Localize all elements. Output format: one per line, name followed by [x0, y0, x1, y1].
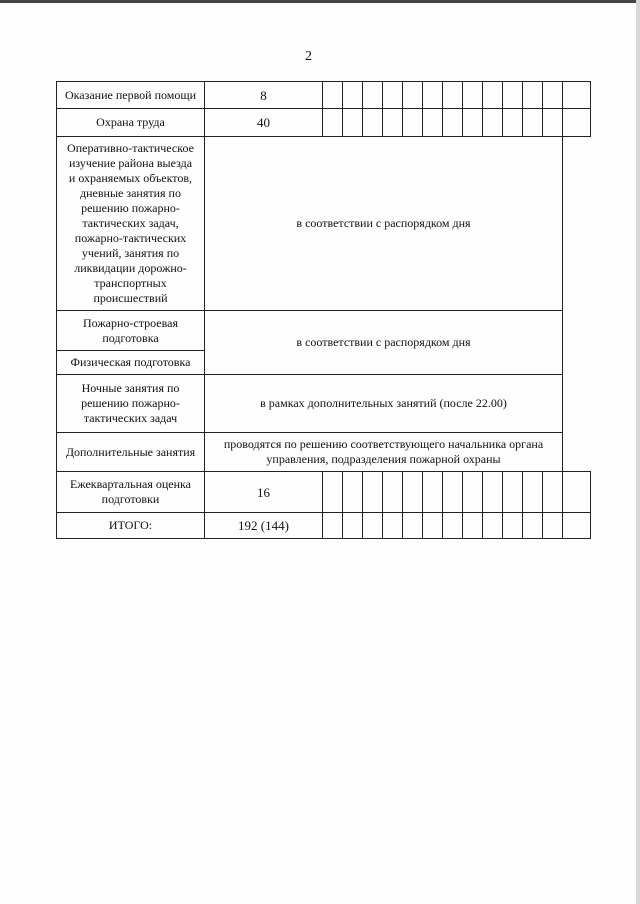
table-row	[57, 472, 591, 513]
table-row	[57, 311, 591, 351]
hours-cell: 8	[205, 82, 323, 109]
schedule-note-text: в рамках дополнительных занятий (после 22.00)	[260, 396, 507, 410]
month-cell	[483, 109, 503, 137]
month-cell	[343, 472, 363, 513]
month-cell	[443, 82, 463, 109]
row-label-text: Оперативно-тактическое изучение района выезда и охраняемых объектов, дневные занятия по решению пожарно- тактических задач, пожарно-тактических учений, занятия по ликвидации дорожно- транспортных происшествий	[67, 141, 194, 305]
month-cell	[383, 82, 403, 109]
row-label-text: Охрана труда	[96, 115, 165, 129]
table-row	[57, 137, 591, 311]
month-cell	[323, 109, 343, 137]
month-cell	[543, 109, 563, 137]
month-cell	[343, 513, 363, 539]
page-number: 2	[305, 49, 312, 64]
total-cell	[563, 82, 591, 109]
schedule-note	[205, 311, 563, 375]
month-cell	[363, 109, 383, 137]
month-cell	[383, 472, 403, 513]
schedule-note	[205, 375, 563, 433]
row-label	[57, 109, 205, 137]
row-label	[57, 82, 205, 109]
month-cell	[503, 472, 523, 513]
row-label-text: Физическая подготовка	[70, 355, 191, 369]
month-cell	[423, 472, 443, 513]
table-row	[57, 82, 591, 109]
month-cell	[343, 82, 363, 109]
month-cell	[463, 82, 483, 109]
training-hours-table	[56, 81, 591, 539]
month-cell	[483, 82, 503, 109]
row-label-text: Ночные занятия по решению пожарно- тактических задач	[81, 381, 180, 425]
scan-edge-right	[636, 0, 640, 904]
row-label-text: Дополнительные занятия	[65, 444, 196, 459]
month-cell	[463, 472, 483, 513]
scan-edge-top	[0, 0, 640, 3]
month-cell	[543, 513, 563, 539]
row-label	[57, 472, 205, 513]
total-cell	[563, 513, 591, 539]
hours-cell: 192 (144)	[205, 513, 323, 539]
row-label-text: ИТОГО:	[108, 518, 153, 532]
month-cell	[383, 109, 403, 137]
month-cell	[403, 472, 423, 513]
month-cell	[523, 513, 543, 539]
month-cell	[463, 109, 483, 137]
month-cell	[323, 472, 343, 513]
month-cell	[363, 82, 383, 109]
month-cell	[483, 513, 503, 539]
schedule-note	[205, 137, 563, 311]
month-cell	[443, 109, 463, 137]
hours-cell: 16	[205, 472, 323, 513]
table-row	[57, 513, 591, 539]
month-cell	[443, 472, 463, 513]
month-cell	[403, 513, 423, 539]
table-row	[57, 109, 591, 137]
month-cell	[403, 82, 423, 109]
row-label	[57, 311, 205, 351]
total-cell	[563, 472, 591, 513]
table-row	[57, 375, 591, 433]
month-cell	[503, 513, 523, 539]
row-label-text: Оказание первой помощи	[64, 87, 197, 102]
month-cell	[343, 109, 363, 137]
month-cell	[523, 109, 543, 137]
month-cell	[383, 513, 403, 539]
month-cell	[483, 472, 503, 513]
month-cell	[503, 82, 523, 109]
month-cell	[463, 513, 483, 539]
row-label	[57, 433, 205, 472]
row-label	[57, 513, 205, 539]
row-label-text: Ежеквартальная оценка подготовки	[70, 477, 191, 506]
month-cell	[543, 82, 563, 109]
month-cell	[363, 513, 383, 539]
month-cell	[323, 513, 343, 539]
month-cell	[443, 513, 463, 539]
month-cell	[323, 82, 343, 109]
schedule-note	[205, 433, 563, 472]
row-label	[57, 351, 205, 375]
row-label	[57, 375, 205, 433]
month-cell	[523, 82, 543, 109]
month-cell	[403, 109, 423, 137]
total-cell	[563, 109, 591, 137]
schedule-note-text: в соответствии с распорядком дня	[296, 216, 471, 230]
month-cell	[523, 472, 543, 513]
row-label-text: Пожарно-строевая подготовка	[83, 315, 178, 345]
hours-cell: 40	[205, 109, 323, 137]
month-cell	[423, 82, 443, 109]
month-cell	[423, 109, 443, 137]
month-cell	[543, 472, 563, 513]
table-row	[57, 433, 591, 472]
row-label	[57, 137, 205, 311]
schedule-note-text: проводятся по решению соответствующего начальника органа управления, подразделения пожарной охраны	[223, 437, 544, 466]
month-cell	[503, 109, 523, 137]
month-cell	[363, 472, 383, 513]
schedule-note-text: в соответствии с распорядком дня	[296, 335, 471, 349]
month-cell	[423, 513, 443, 539]
